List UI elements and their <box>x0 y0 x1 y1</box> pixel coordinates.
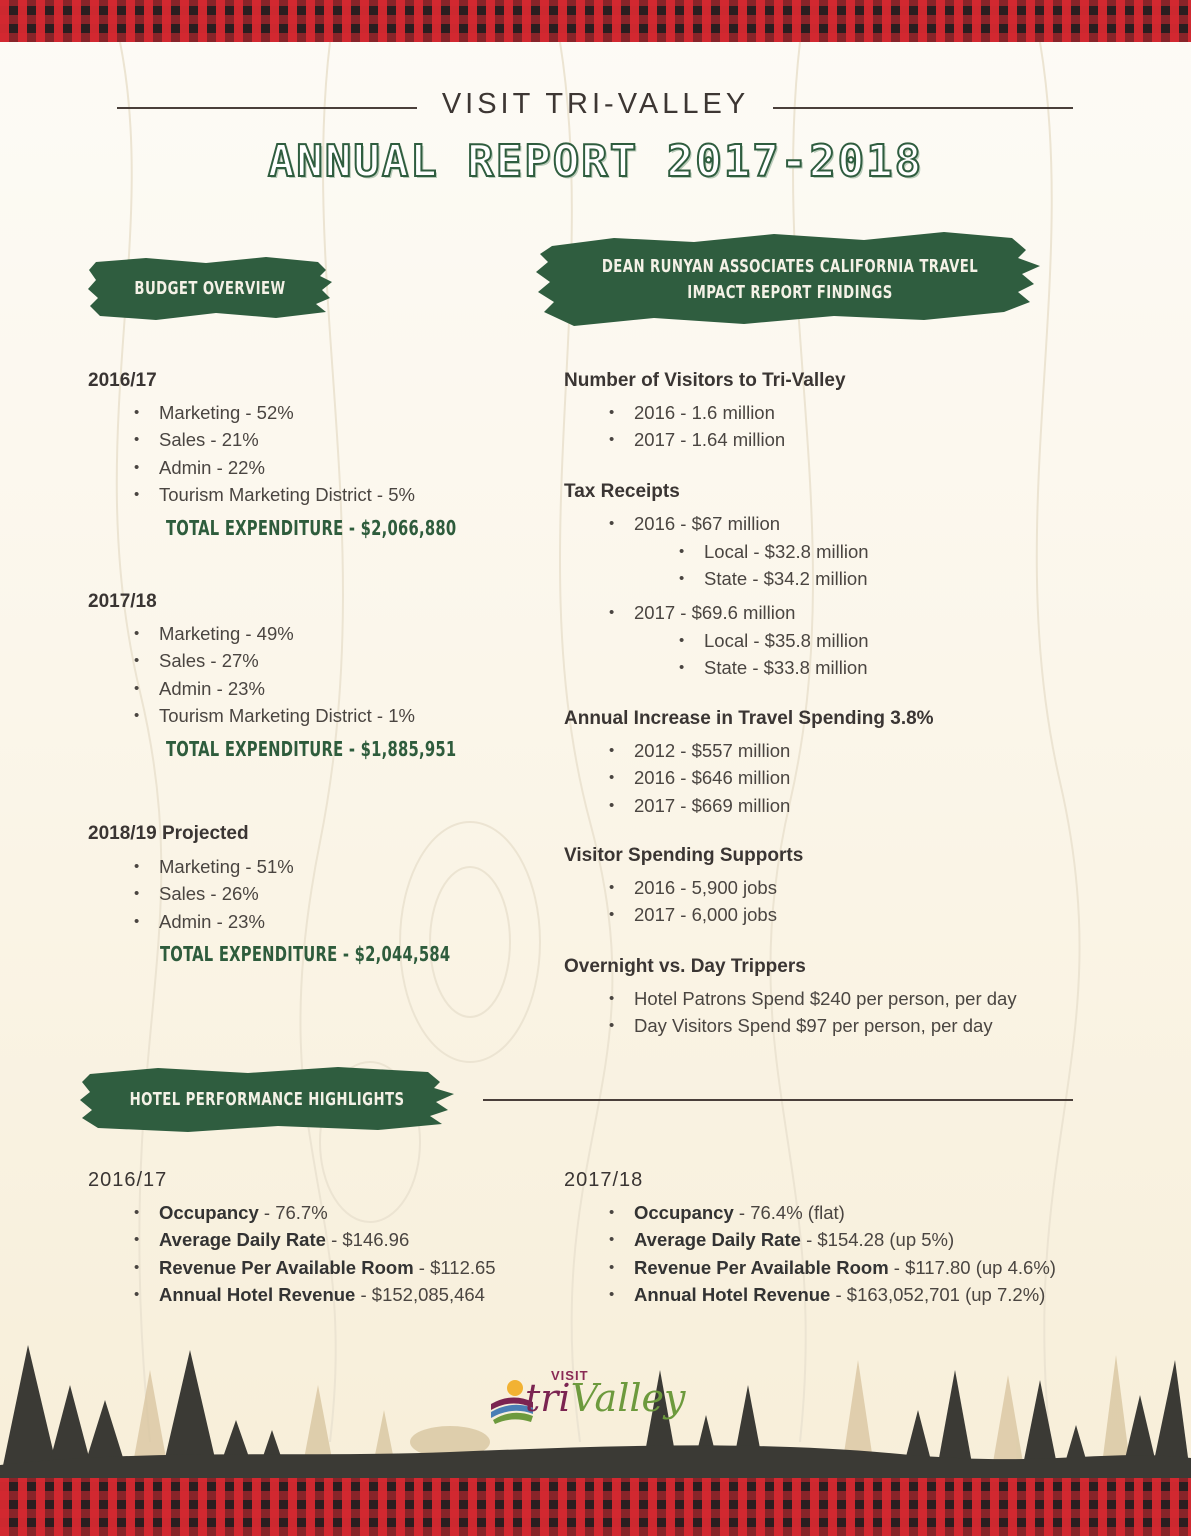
logo-name <box>525 1376 685 1420</box>
list-item: • 2017 - 1.64 million <box>609 426 785 453</box>
findings-list <box>609 599 795 626</box>
metric-label: Annual Hotel Revenue <box>634 1283 831 1305</box>
budget-overview-banner <box>86 256 334 322</box>
findings-heading: Annual Increase in Travel Spending 3.8% <box>564 708 934 729</box>
metric-label: Revenue Per Available Room <box>634 1256 889 1278</box>
findings-banner-line1: DEAN RUNYAN ASSOCIATES CALIFORNIA TRAVEL <box>601 255 979 277</box>
visit-tri-valley-logo <box>485 1364 710 1434</box>
findings-sublist <box>679 538 869 593</box>
list-item <box>134 1226 496 1253</box>
list-item: • Sales - 21% <box>134 426 415 453</box>
metric-value: - $154.28 (up 5%) <box>800 1229 955 1251</box>
metric-label: Annual Hotel Revenue <box>159 1283 356 1305</box>
findings-list <box>609 510 780 537</box>
metric-label: Occupancy <box>159 1202 259 1223</box>
list-item: • Sales - 27% <box>134 647 415 674</box>
hotel-list <box>134 1199 496 1308</box>
hotel-performance-label: HOTEL PERFORMANCE HIGHLIGHTS <box>129 1088 405 1110</box>
hotel-year-heading: 2016/17 <box>88 1169 168 1191</box>
metric-value: - $112.65 <box>413 1256 496 1278</box>
org-title: VISIT TRI-VALLEY <box>441 88 750 120</box>
findings-heading: Visitor Spending Supports <box>564 845 804 866</box>
list-item <box>134 1199 496 1226</box>
findings-list <box>609 399 785 454</box>
report-title: ANNUAL REPORT 2017-2018 <box>267 136 924 187</box>
findings-banner-label <box>580 228 1000 332</box>
list-item: • Day Visitors Spend $97 per person, per day <box>609 1012 1017 1039</box>
list-item <box>134 1254 496 1281</box>
list-item: • State - $34.2 million <box>679 565 869 592</box>
budget-year-heading: 2018/19 Projected <box>88 823 249 844</box>
budget-year-heading: 2017/18 <box>88 591 157 612</box>
budget-year-heading: 2016/17 <box>88 370 157 391</box>
findings-list <box>609 874 777 929</box>
metric-value: - 76.4% (flat) <box>733 1202 845 1223</box>
metric-value: - $152,085,464 <box>355 1283 485 1305</box>
findings-sublist <box>679 627 869 682</box>
hotel-performance-banner <box>78 1064 456 1136</box>
list-item <box>609 1226 1056 1253</box>
list-item: • Sales - 26% <box>134 880 294 907</box>
list-item: • 2016 - $646 million <box>609 764 790 791</box>
hotel-year-heading: 2017/18 <box>564 1169 644 1191</box>
list-item: • Admin - 23% <box>134 675 415 702</box>
list-item: • 2016 - $67 million <box>609 510 780 537</box>
metric-value: - $163,052,701 (up 7.2%) <box>830 1283 1046 1305</box>
metric-label: Average Daily Rate <box>159 1229 326 1251</box>
list-item: • 2016 - 5,900 jobs <box>609 874 777 901</box>
plaid-border-top <box>0 0 1191 42</box>
total-expenditure: TOTAL EXPENDITURE - $2,044,584 <box>160 942 451 966</box>
logo-visit-text: VISIT <box>551 1368 589 1383</box>
findings-list <box>609 985 1017 1040</box>
logo-tri-text: tri <box>525 1376 571 1420</box>
list-item <box>134 1281 496 1308</box>
findings-list <box>609 737 790 819</box>
list-item <box>609 1254 1056 1281</box>
budget-overview-label: BUDGET OVERVIEW <box>134 277 286 299</box>
list-item: • Local - $32.8 million <box>679 538 869 565</box>
plaid-border-bottom <box>0 1478 1191 1536</box>
list-item: • 2017 - $69.6 million <box>609 599 795 626</box>
list-item: • State - $33.8 million <box>679 654 869 681</box>
logo-valley-text: Valley <box>570 1376 686 1420</box>
budget-list <box>134 620 415 729</box>
list-item <box>609 1199 1056 1226</box>
metric-value: - $117.80 (up 4.6%) <box>888 1256 1056 1278</box>
list-item: • Hotel Patrons Spend $240 per person, per day <box>609 985 1017 1012</box>
list-item: • Tourism Marketing District - 1% <box>134 702 415 729</box>
findings-heading: Overnight vs. Day Trippers <box>564 956 806 977</box>
budget-list <box>134 853 294 935</box>
metric-label: Occupancy <box>634 1202 734 1223</box>
metric-label: Average Daily Rate <box>634 1229 801 1251</box>
total-expenditure: TOTAL EXPENDITURE - $1,885,951 <box>166 737 457 761</box>
findings-banner-line2: IMPACT REPORT FINDINGS <box>687 282 893 303</box>
list-item: • Marketing - 49% <box>134 620 415 647</box>
metric-value: - 76.7% <box>258 1202 328 1223</box>
list-item: • Marketing - 51% <box>134 853 294 880</box>
list-item: • Tourism Marketing District - 5% <box>134 481 415 508</box>
list-item: • Admin - 23% <box>134 908 294 935</box>
list-item <box>609 1281 1056 1308</box>
metric-value: - $146.96 <box>325 1229 410 1251</box>
findings-banner <box>534 228 1046 332</box>
list-item: • 2012 - $557 million <box>609 737 790 764</box>
total-expenditure: TOTAL EXPENDITURE - $2,066,880 <box>166 516 457 540</box>
list-item: • Local - $35.8 million <box>679 627 869 654</box>
list-item: • Marketing - 52% <box>134 399 415 426</box>
list-item: • 2016 - 1.6 million <box>609 399 785 426</box>
list-item: • 2017 - $669 million <box>609 792 790 819</box>
list-item: • 2017 - 6,000 jobs <box>609 901 777 928</box>
metric-label: Revenue Per Available Room <box>159 1256 414 1278</box>
list-item: • Admin - 22% <box>134 454 415 481</box>
findings-heading: Tax Receipts <box>564 481 680 502</box>
hotel-section-rule <box>483 1099 1073 1101</box>
findings-heading: Number of Visitors to Tri-Valley <box>564 370 846 391</box>
budget-list <box>134 399 415 508</box>
hotel-list <box>609 1199 1056 1308</box>
